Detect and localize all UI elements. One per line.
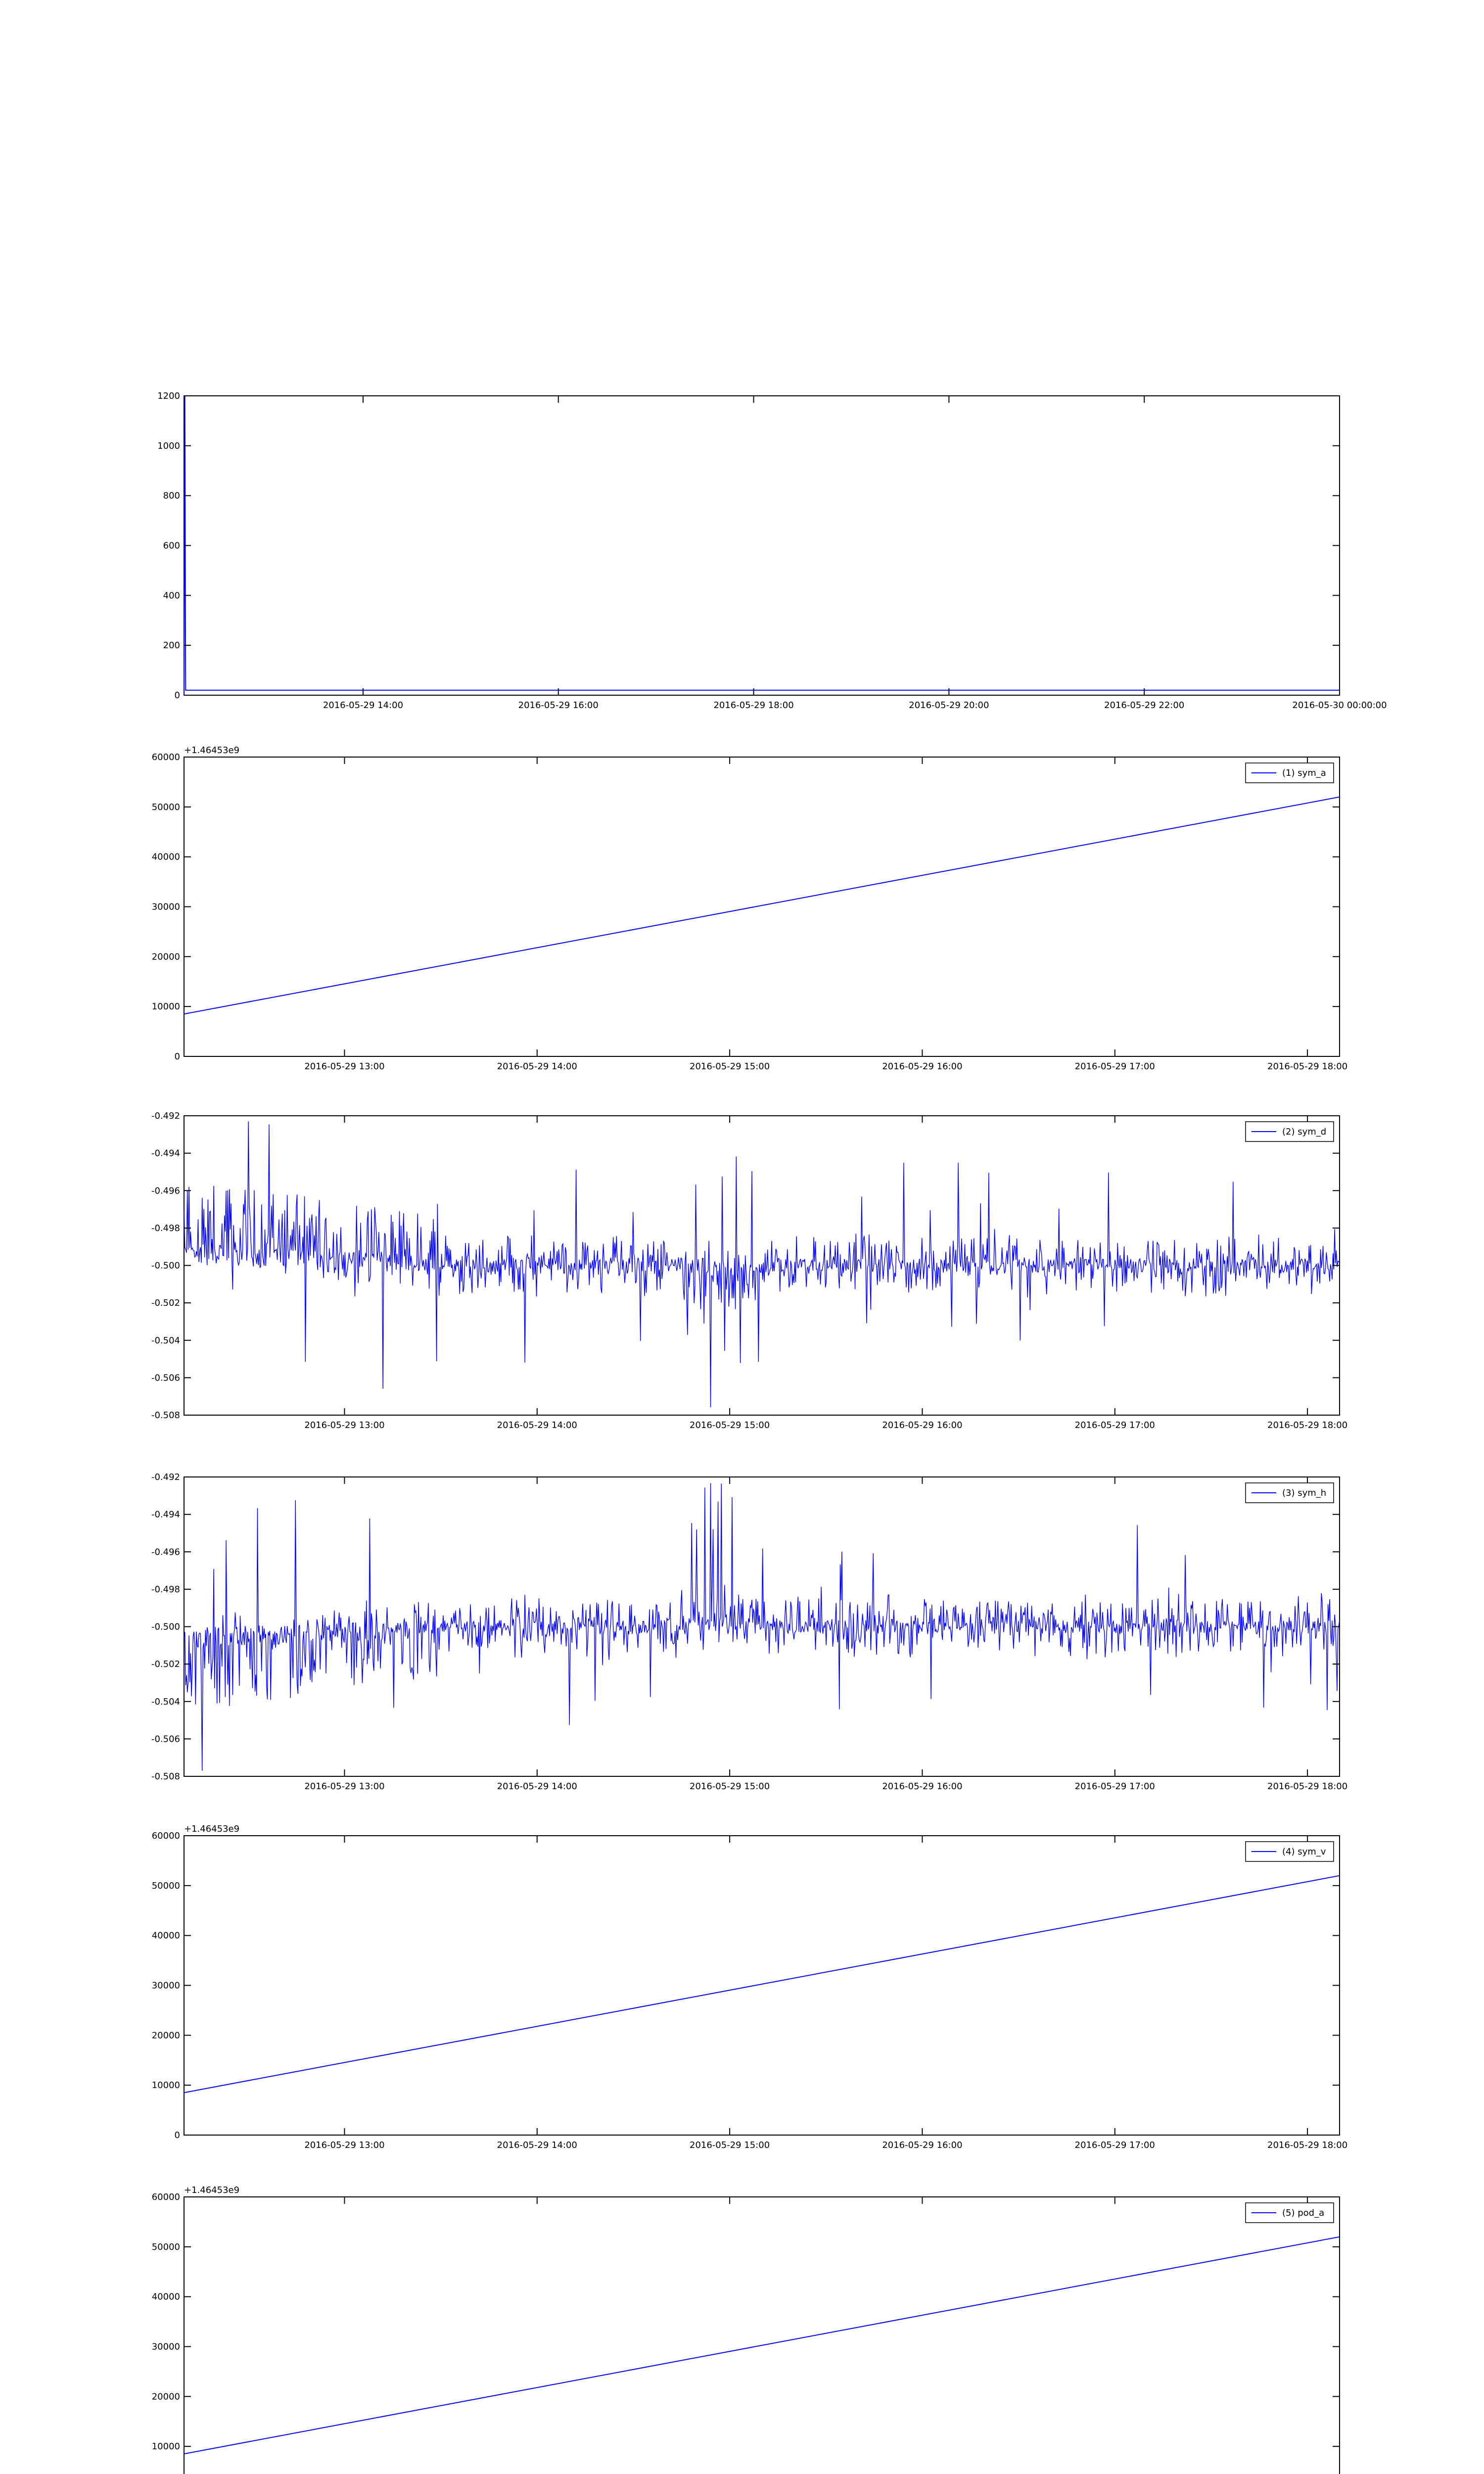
x-tick-label: 2016-05-29 17:00 [1074, 1420, 1155, 1430]
subplot-3 [151, 1111, 1347, 1430]
x-tick-label: 2016-05-29 14:00 [497, 1420, 577, 1430]
y-tick-label: -0.502 [151, 1298, 180, 1309]
x-tick-label: 2016-05-29 22:00 [1104, 700, 1185, 711]
y-tick-label: -0.498 [151, 1584, 180, 1595]
y-tick-label: -0.494 [151, 1148, 180, 1159]
y-tick-label: 20000 [151, 952, 180, 962]
x-tick-label: 2016-05-29 16:00 [882, 1420, 963, 1430]
x-tick-label: 2016-05-29 16:00 [882, 1061, 963, 1072]
y-tick-label: 30000 [151, 1980, 180, 1991]
subplot-4-line [184, 1483, 1340, 1771]
axis-offset-text: +1.46453e9 [184, 1824, 240, 1834]
legend [1246, 763, 1334, 783]
legend-label: (5) pod_a [1282, 2208, 1325, 2218]
y-tick-label: -0.504 [151, 1335, 180, 1346]
x-tick-label: 2016-05-29 15:00 [690, 1420, 770, 1430]
y-tick-label: -0.492 [151, 1472, 180, 1482]
x-tick-label: 2016-05-29 13:00 [304, 2140, 385, 2150]
legend [1246, 2203, 1334, 2223]
subplot-4-series [184, 1483, 1340, 1771]
subplot-4 [151, 1472, 1347, 1792]
x-tick-label: 2016-05-29 15:00 [690, 2140, 770, 2150]
y-tick-label: 200 [163, 640, 180, 651]
y-tick-label: 0 [174, 1051, 180, 1062]
y-tick-label: -0.498 [151, 1223, 180, 1234]
y-tick-label: 600 [163, 540, 180, 551]
y-tick-label: 1200 [157, 391, 180, 401]
subplot-3-series [184, 1121, 1340, 1407]
x-tick-label: 2016-05-29 20:00 [909, 700, 989, 711]
y-tick-label: 0 [174, 690, 180, 701]
legend-label: (4) sym_v [1282, 1847, 1326, 1857]
x-tick-label: 2016-05-29 15:00 [690, 1781, 770, 1792]
x-tick-label: 2016-05-29 17:00 [1074, 1061, 1155, 1072]
y-tick-label: -0.500 [151, 1260, 180, 1271]
y-tick-label: 20000 [151, 2030, 180, 2041]
y-tick-label: -0.504 [151, 1696, 180, 1707]
y-tick-label: -0.500 [151, 1621, 180, 1632]
x-tick-label: 2016-05-29 14:00 [497, 1781, 577, 1792]
subplot-1-series [184, 396, 1340, 695]
x-tick-label: 2016-05-29 13:00 [304, 1781, 385, 1792]
subplot-2 [152, 745, 1347, 1072]
x-tick-label: 2016-05-29 18:00 [713, 700, 794, 711]
y-tick-label: -0.492 [151, 1111, 180, 1121]
x-tick-label: 2016-05-29 13:00 [304, 1061, 385, 1072]
legend [1246, 1122, 1334, 1142]
y-tick-label: 50000 [151, 802, 180, 812]
subplot-2-series [184, 797, 1340, 1014]
x-tick-label: 2016-05-30 00:00:00 [1292, 700, 1387, 711]
y-tick-label: 10000 [151, 2080, 180, 2091]
x-tick-label: 2016-05-29 16:00 [882, 1781, 963, 1792]
x-tick-label: 2016-05-29 18:00 [1267, 1781, 1348, 1792]
legend [1246, 1842, 1334, 1861]
x-tick-label: 2016-05-29 17:00 [1074, 2140, 1155, 2150]
y-tick-label: -0.494 [151, 1509, 180, 1520]
subplot-1-frame [184, 396, 1340, 695]
x-tick-label: 2016-05-29 14:00 [497, 1061, 577, 1072]
x-tick-label: 2016-05-29 18:00 [1267, 1061, 1348, 1072]
y-tick-label: 800 [163, 490, 180, 501]
x-tick-label: 2016-05-29 16:00 [518, 700, 599, 711]
subplot-2-frame [184, 757, 1340, 1056]
y-tick-label: 30000 [151, 902, 180, 912]
subplot-3-line [184, 1121, 1340, 1407]
x-tick-label: 2016-05-29 18:00 [1267, 2140, 1348, 2150]
y-tick-label: 60000 [151, 2192, 180, 2202]
axis-offset-text: +1.46453e9 [184, 745, 240, 756]
subplot-6 [152, 2185, 1347, 2474]
subplot-5-line [184, 1876, 1340, 2093]
y-tick-label: -0.496 [151, 1547, 180, 1558]
x-tick-label: 2016-05-29 18:00 [1267, 1420, 1348, 1430]
y-tick-label: -0.508 [151, 1771, 180, 1782]
y-tick-label: 30000 [151, 2341, 180, 2352]
subplot-1-line [184, 396, 1340, 695]
y-tick-label: 40000 [151, 2291, 180, 2302]
y-tick-label: 20000 [151, 2391, 180, 2402]
y-tick-label: 400 [163, 590, 180, 601]
subplot-5 [152, 1824, 1347, 2150]
legend-label: (3) sym_h [1282, 1488, 1327, 1498]
x-tick-label: 2016-05-29 17:00 [1074, 1781, 1155, 1792]
legend [1246, 1483, 1334, 1503]
y-tick-label: 0 [174, 2130, 180, 2141]
y-tick-label: -0.506 [151, 1373, 180, 1383]
subplot-5-frame [184, 1836, 1340, 2135]
legend-label: (2) sym_d [1282, 1127, 1327, 1137]
y-tick-label: 50000 [151, 1880, 180, 1891]
subplot-6-frame [184, 2197, 1340, 2474]
y-tick-label: 10000 [151, 1001, 180, 1012]
y-tick-label: 50000 [151, 2241, 180, 2252]
subplot-1 [157, 391, 1387, 711]
y-tick-label: -0.506 [151, 1734, 180, 1745]
y-tick-label: 60000 [151, 752, 180, 762]
y-tick-label: 10000 [151, 2441, 180, 2452]
axis-offset-text: +1.46453e9 [184, 2185, 240, 2195]
y-tick-label: -0.496 [151, 1186, 180, 1196]
x-tick-label: 2016-05-29 14:00 [497, 2140, 577, 2150]
subplot-2-line [184, 797, 1340, 1014]
y-tick-label: 1000 [157, 440, 180, 451]
subplot-6-line [184, 2237, 1340, 2454]
y-tick-label: 60000 [151, 1831, 180, 1841]
x-tick-label: 2016-05-29 14:00 [323, 700, 404, 711]
y-tick-label: 40000 [151, 852, 180, 862]
y-tick-label: -0.502 [151, 1659, 180, 1670]
legend-label: (1) sym_a [1282, 768, 1326, 778]
subplot-5-series [184, 1876, 1340, 2093]
x-tick-label: 2016-05-29 13:00 [304, 1420, 385, 1430]
x-tick-label: 2016-05-29 15:00 [690, 1061, 770, 1072]
subplot-6-series [184, 2237, 1340, 2454]
y-tick-label: -0.508 [151, 1410, 180, 1421]
x-tick-label: 2016-05-29 16:00 [882, 2140, 963, 2150]
y-tick-label: 40000 [151, 1930, 180, 1941]
